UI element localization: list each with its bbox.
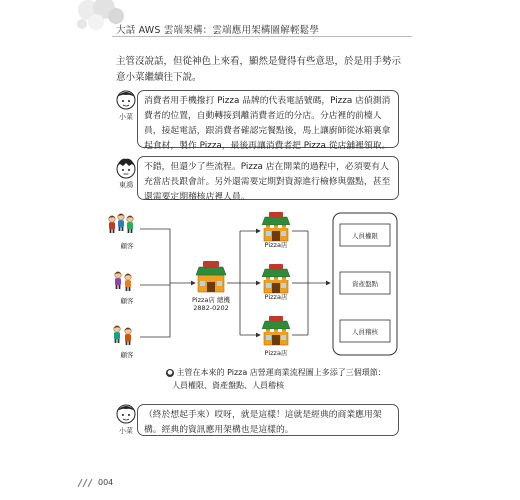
- speaker-name: 小菜: [119, 113, 133, 121]
- caption-marker-icon: ●: [167, 368, 173, 376]
- caption-text: 主管在本來的 Pizza 店營運商業流程圖上多添了三個環節：: [176, 368, 386, 377]
- customer-label: 顧客: [120, 242, 134, 250]
- avatar-donghong-icon: [115, 156, 137, 180]
- dialog-bubble: [137, 90, 399, 151]
- right-box-label: 資產盤點: [352, 280, 378, 288]
- branch-label: Pizza店: [264, 293, 288, 301]
- hq-phone: 2882-0202: [193, 304, 229, 312]
- right-box: [340, 320, 390, 342]
- dialog-bubble: [137, 404, 399, 436]
- figure-caption: [166, 366, 426, 392]
- dialog-bubble: [137, 156, 399, 200]
- page-stripes-icon: [76, 478, 96, 488]
- pizza-branch-store-icon: [262, 316, 290, 345]
- branch-label: Pizza店: [264, 241, 288, 249]
- dialog-text: 消費者用手機撥打 Pizza 品牌的代表電話號碼，Pizza 店偵測消費者的位置，自動轉接到離消費者近的分店。分店裡的前檯人員，接起電話，跟消費者確認完餐點後，馬上讓廚師從冰箱裏拿起食材，製作 Pizza，最後再讓消費者把 Pizza 從店舖裡領取。: [144, 96, 391, 151]
- customer-group-3-icon: [114, 326, 132, 345]
- pizza-flow-diagram: [100, 205, 420, 365]
- customer-group-2-icon: [115, 272, 132, 291]
- speaker-name: 東鴻: [119, 181, 133, 189]
- right-box-label: 人員權限: [352, 232, 378, 240]
- avatar-xiaocai-icon: [115, 402, 137, 426]
- customer-group-1-icon: [109, 214, 134, 233]
- right-box: [340, 224, 390, 246]
- right-box-label: 人員稽核: [352, 328, 378, 336]
- running-header: 大話 AWS 雲端架構：雲端應用架構圖解輕鬆學: [116, 25, 320, 36]
- pizza-hq-store-icon: [196, 261, 226, 292]
- speaker-name: 小菜: [119, 427, 133, 435]
- avatar-xiaocai-icon: [115, 88, 137, 112]
- caption-items: 人員權限、資產盤點、人員稽核: [172, 381, 284, 390]
- page-number: 004: [98, 478, 114, 487]
- right-box: [340, 272, 390, 294]
- dialog-text: 不錯，但還少了些流程。Pizza 店在開業的過程中，必須要有人充當店長跟會計。另外還需要定期對資源進行檢修與盤點，甚至還需要定期稽核店裡人員。: [144, 162, 391, 202]
- intro-paragraph: 主管沒說話，但從神色上來看，顯然是覺得有些意思，於是用手勢示意小菜繼續往下說。: [116, 56, 402, 83]
- header-divider: [112, 36, 412, 37]
- dialog-text: （終於想起手來）哎呀，就是這樣！這就是經典的商業應用架構。經典的資訊應用架構也是這樣的。: [144, 410, 382, 435]
- customer-label: 顧客: [120, 351, 134, 359]
- pizza-branch-store-icon: [262, 264, 290, 293]
- customer-label: 顧客: [120, 297, 134, 305]
- pizza-branch-store-icon: [262, 212, 290, 241]
- branch-label: Pizza店: [264, 349, 288, 357]
- hq-label: Pizza店 總機: [192, 296, 230, 304]
